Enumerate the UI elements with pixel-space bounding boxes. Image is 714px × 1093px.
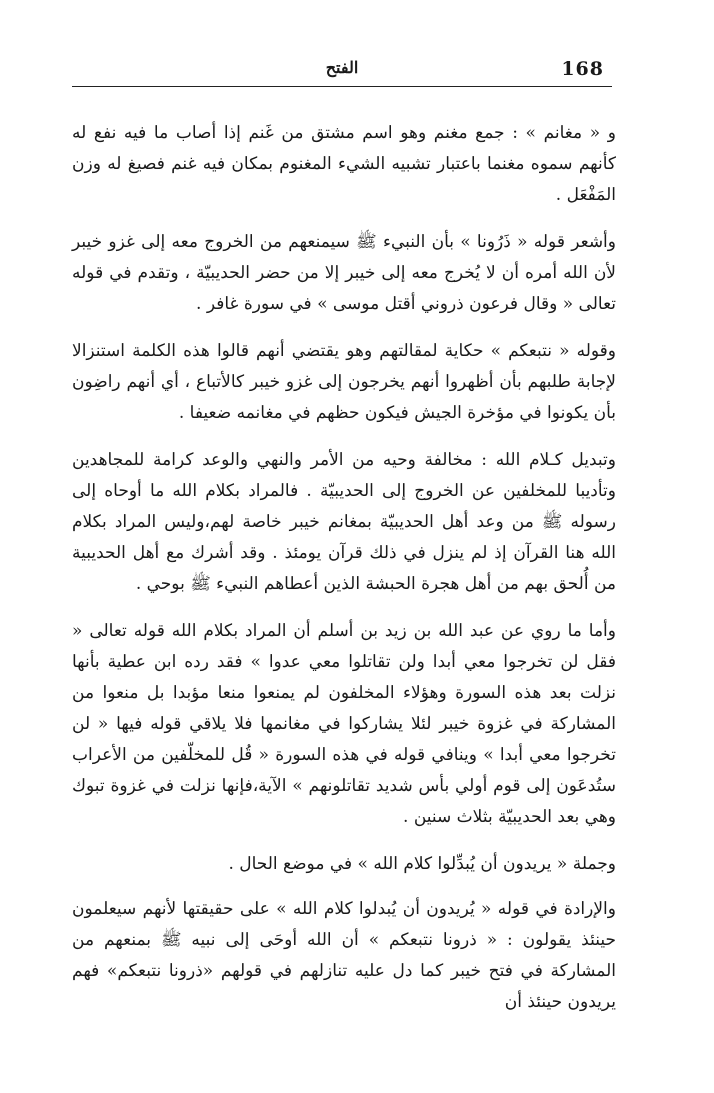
paragraph-jumla-hal: وجملة « يريدون أن يُبدِّلوا كلام الله » في موضع الحال . [228,854,616,874]
running-header [72,52,612,82]
paragraph-nattabi-kum: وقوله « نتبعكم » حكاية لمقالتهم وهو يقتضي أنهم قالوا هذه الكلمة استنزالا لإجابة طلبهم بأن أظهروا أنهم يخرجون إلى غزو خيبر كالأتباع ، أي أنهم راضِون بأن يكونوا في مؤخرة الجيش فيكون حظهم في مغانمه ضعيفا . [72,341,616,423]
paragraph-maghanim: و « مغانم » : جمع مغنم وهو اسم مشتق من غَنم إذا أصاب ما فيه نفع له كأنهم سموه مغنما باعتبار تشبيه الشيء المغنوم بمكان فيه غنم فصيغ له وزن المَفْعَل . [72,123,616,205]
section-title: الفتح [325,58,359,77]
paragraph-riwaya: وأما ما روي عن عبد الله بن زيد بن أسلم أن المراد بكلام الله قوله تعالى « فقل لن تخرجوا معي أبدا ولن تقاتلوا معي عدوا » فقد رده ابن عطية بأنها نزلت بعد هذه السورة وهؤلاء المخلفون لم يمنعوا منعا مؤبدا بل منعوا من المشاركة في غزوة خيبر لئلا يشاركوا في مغانمها فلا يلاقي قوله فيها « لن تخرجوا معي أبدا » وينافي قوله في هذه السورة « قُل للمخلّفين من الأعراب ستُدعَون إلى قوم أولي بأس شديد تقاتلونهم » الآية،فإنها نزلت في غزوة تبوك وهي بعد الحديبيّة بثلاث سنين . [72,621,616,827]
paragraph-dharuna: وأشعر قوله « ذَرُونا » بأن النبيء ﷺ سيمنعهم من الخروج معه إلى غزو خيبر لأن الله أمره أن لا يُخرج معه إلى خيبر إلا من حضر الحديبيّة ، وتقدم في قوله تعالى « وقال فرعون ذروني أقتل موسى » في سورة غافر . [72,232,616,314]
paragraph-tabdil-kalam: وتبديل كـلام الله : مخالفة وحيه من الأمر والنهي والوعد كرامة للمجاهدين وتأديبا للمخلفين عن الخروج إلى الحديبيّة . فالمراد بكلام الله ما أوحاه إلى رسوله ﷺ من وعد أهل الحديبيّة بمغانم خيبر خاصة لهم،وليس المراد بكلام الله هنا القرآن إذ لم ينزل في ذلك قرآن يومئذ . وقد أشرك مع أهل الحديبية من أُلحق بهم من أهل هجرة الحبشة الذين أعطاهم النبيء ﷺ بوحي . [72,450,616,594]
body-text [72,118,616,1034]
page-number: 168 [561,58,604,80]
paragraph-irada: والإرادة في قوله « يُريدون أن يُبدلوا كلام الله » على حقيقتها لأنهم سيعلمون حينئذ يقولون : « ذرونا نتبعكم » أن الله أوحَى إلى نبيه ﷺ بمنعهم من المشاركة في فتح خيبر كما دل عليه تنازلهم في قولهم «ذرونا نتبعكم» فهم يريدون حينئذ أن [72,899,616,1012]
header-divider [72,86,612,87]
